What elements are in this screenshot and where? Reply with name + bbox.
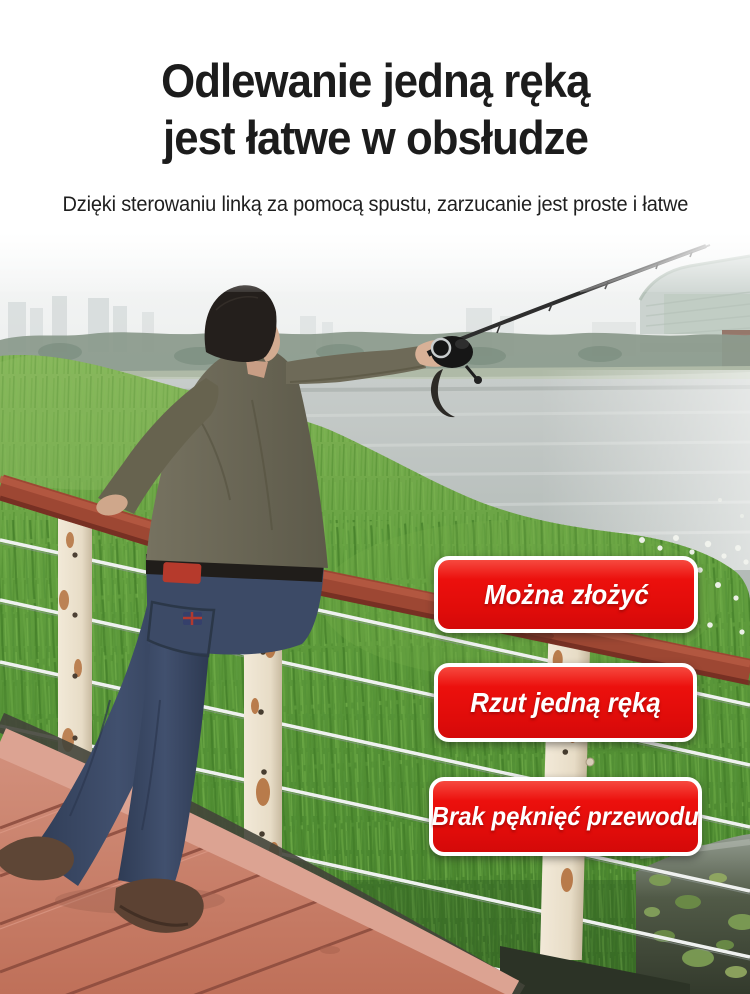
title-line-1: Odlewanie jedną ręką [160,54,590,107]
reel-handle [474,376,482,384]
feature-badge-label: Można złożyć [483,578,649,610]
feature-badge-foldable [434,556,698,633]
feature-badge-label: Rzut jedną ręką [470,686,661,718]
feature-badge-no-line-breaks [429,777,702,856]
feature-badge-one-hand-cast [434,663,697,742]
title-line-2: jest łatwe w obsłudze [162,111,588,164]
page-title [0,0,750,166]
header [0,0,750,232]
photo-fisherman-casting [0,232,750,994]
subtitle [0,190,750,218]
feature-badge-label: Brak pęknięć przewodu [431,801,700,831]
waistband-label [163,562,202,584]
top-haze [0,232,750,292]
subtitle-text: Dzięki sterowaniu linką za pomocą spustu, zarzucanie jest proste i łatwe [62,192,688,216]
